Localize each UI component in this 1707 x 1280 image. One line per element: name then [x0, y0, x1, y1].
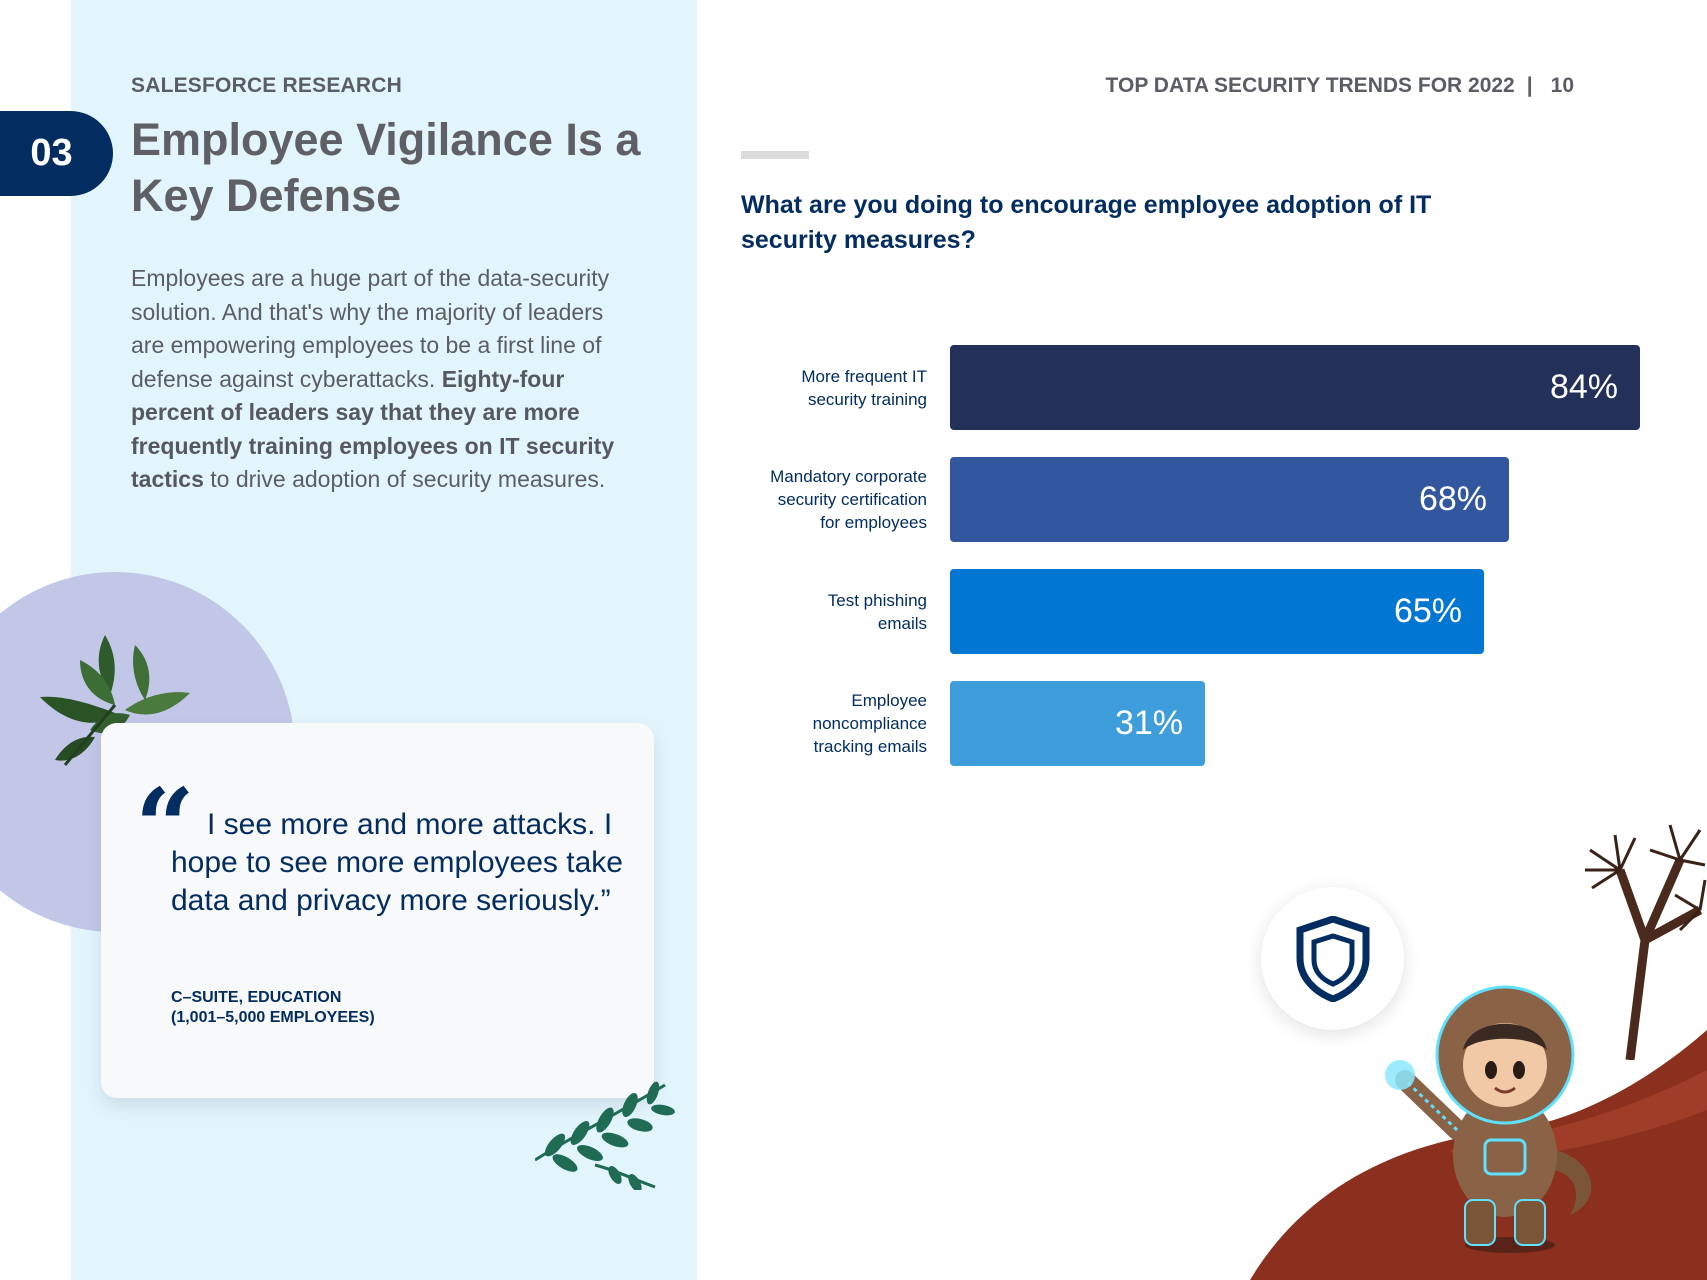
category-label: Employee noncompliance tracking emails — [812, 691, 927, 756]
attribution-role: C–SUITE, EDUCATION — [171, 989, 342, 1006]
page-number: 10 — [1550, 74, 1574, 97]
category-label: More frequent IT security training — [801, 366, 927, 409]
category-label: Test phishing emails — [827, 590, 927, 633]
quote-attribution — [171, 988, 571, 1028]
body-text-tail: to drive adoption of security measures. — [210, 466, 606, 492]
attribution-size: (1,001–5,000 EMPLOYEES) — [171, 1009, 375, 1026]
fern-illustration — [535, 1075, 675, 1190]
section-number-tab: 03 — [0, 111, 113, 196]
report-title: TOP DATA SECURITY TRENDS FOR 2022 — [1105, 74, 1515, 97]
quote-mark-icon: “ — [135, 765, 195, 888]
report-header — [1106, 74, 1574, 98]
header-separator: | — [1526, 74, 1533, 97]
eyebrow-label: SALESFORCE RESEARCH — [131, 74, 402, 97]
page-title: Employee Vigilance Is a Key Defense — [131, 114, 641, 221]
quote-card — [101, 723, 654, 1098]
bar-value-label: 31% — [1114, 703, 1183, 742]
category-label: Mandatory corporate security certification for employees — [770, 467, 927, 532]
body-text-bold: Eighty-four percent of leaders say that they are more frequently training employees on IT security tactics — [131, 365, 615, 492]
quote-text: I see more and more attacks. I hope to see more employees take data and privacy more seriously.” — [171, 808, 623, 917]
astro-mascot — [1355, 960, 1655, 1260]
accent-rule — [741, 151, 809, 159]
bar-value-label: 84% — [1549, 367, 1618, 406]
body-paragraph — [131, 262, 641, 497]
chart-title: What are you doing to encourage employee adoption of IT security measures? — [741, 191, 1432, 254]
body-text-plain: Employees are a huge part of the data-security solution. And that's why the majority of leaders are empowering employees to be a first line of defense against cyberattacks. — [131, 265, 610, 392]
bar-chart — [700, 330, 1700, 780]
bar-value-label: 65% — [1393, 591, 1462, 630]
bar-value-label: 68% — [1418, 479, 1487, 518]
